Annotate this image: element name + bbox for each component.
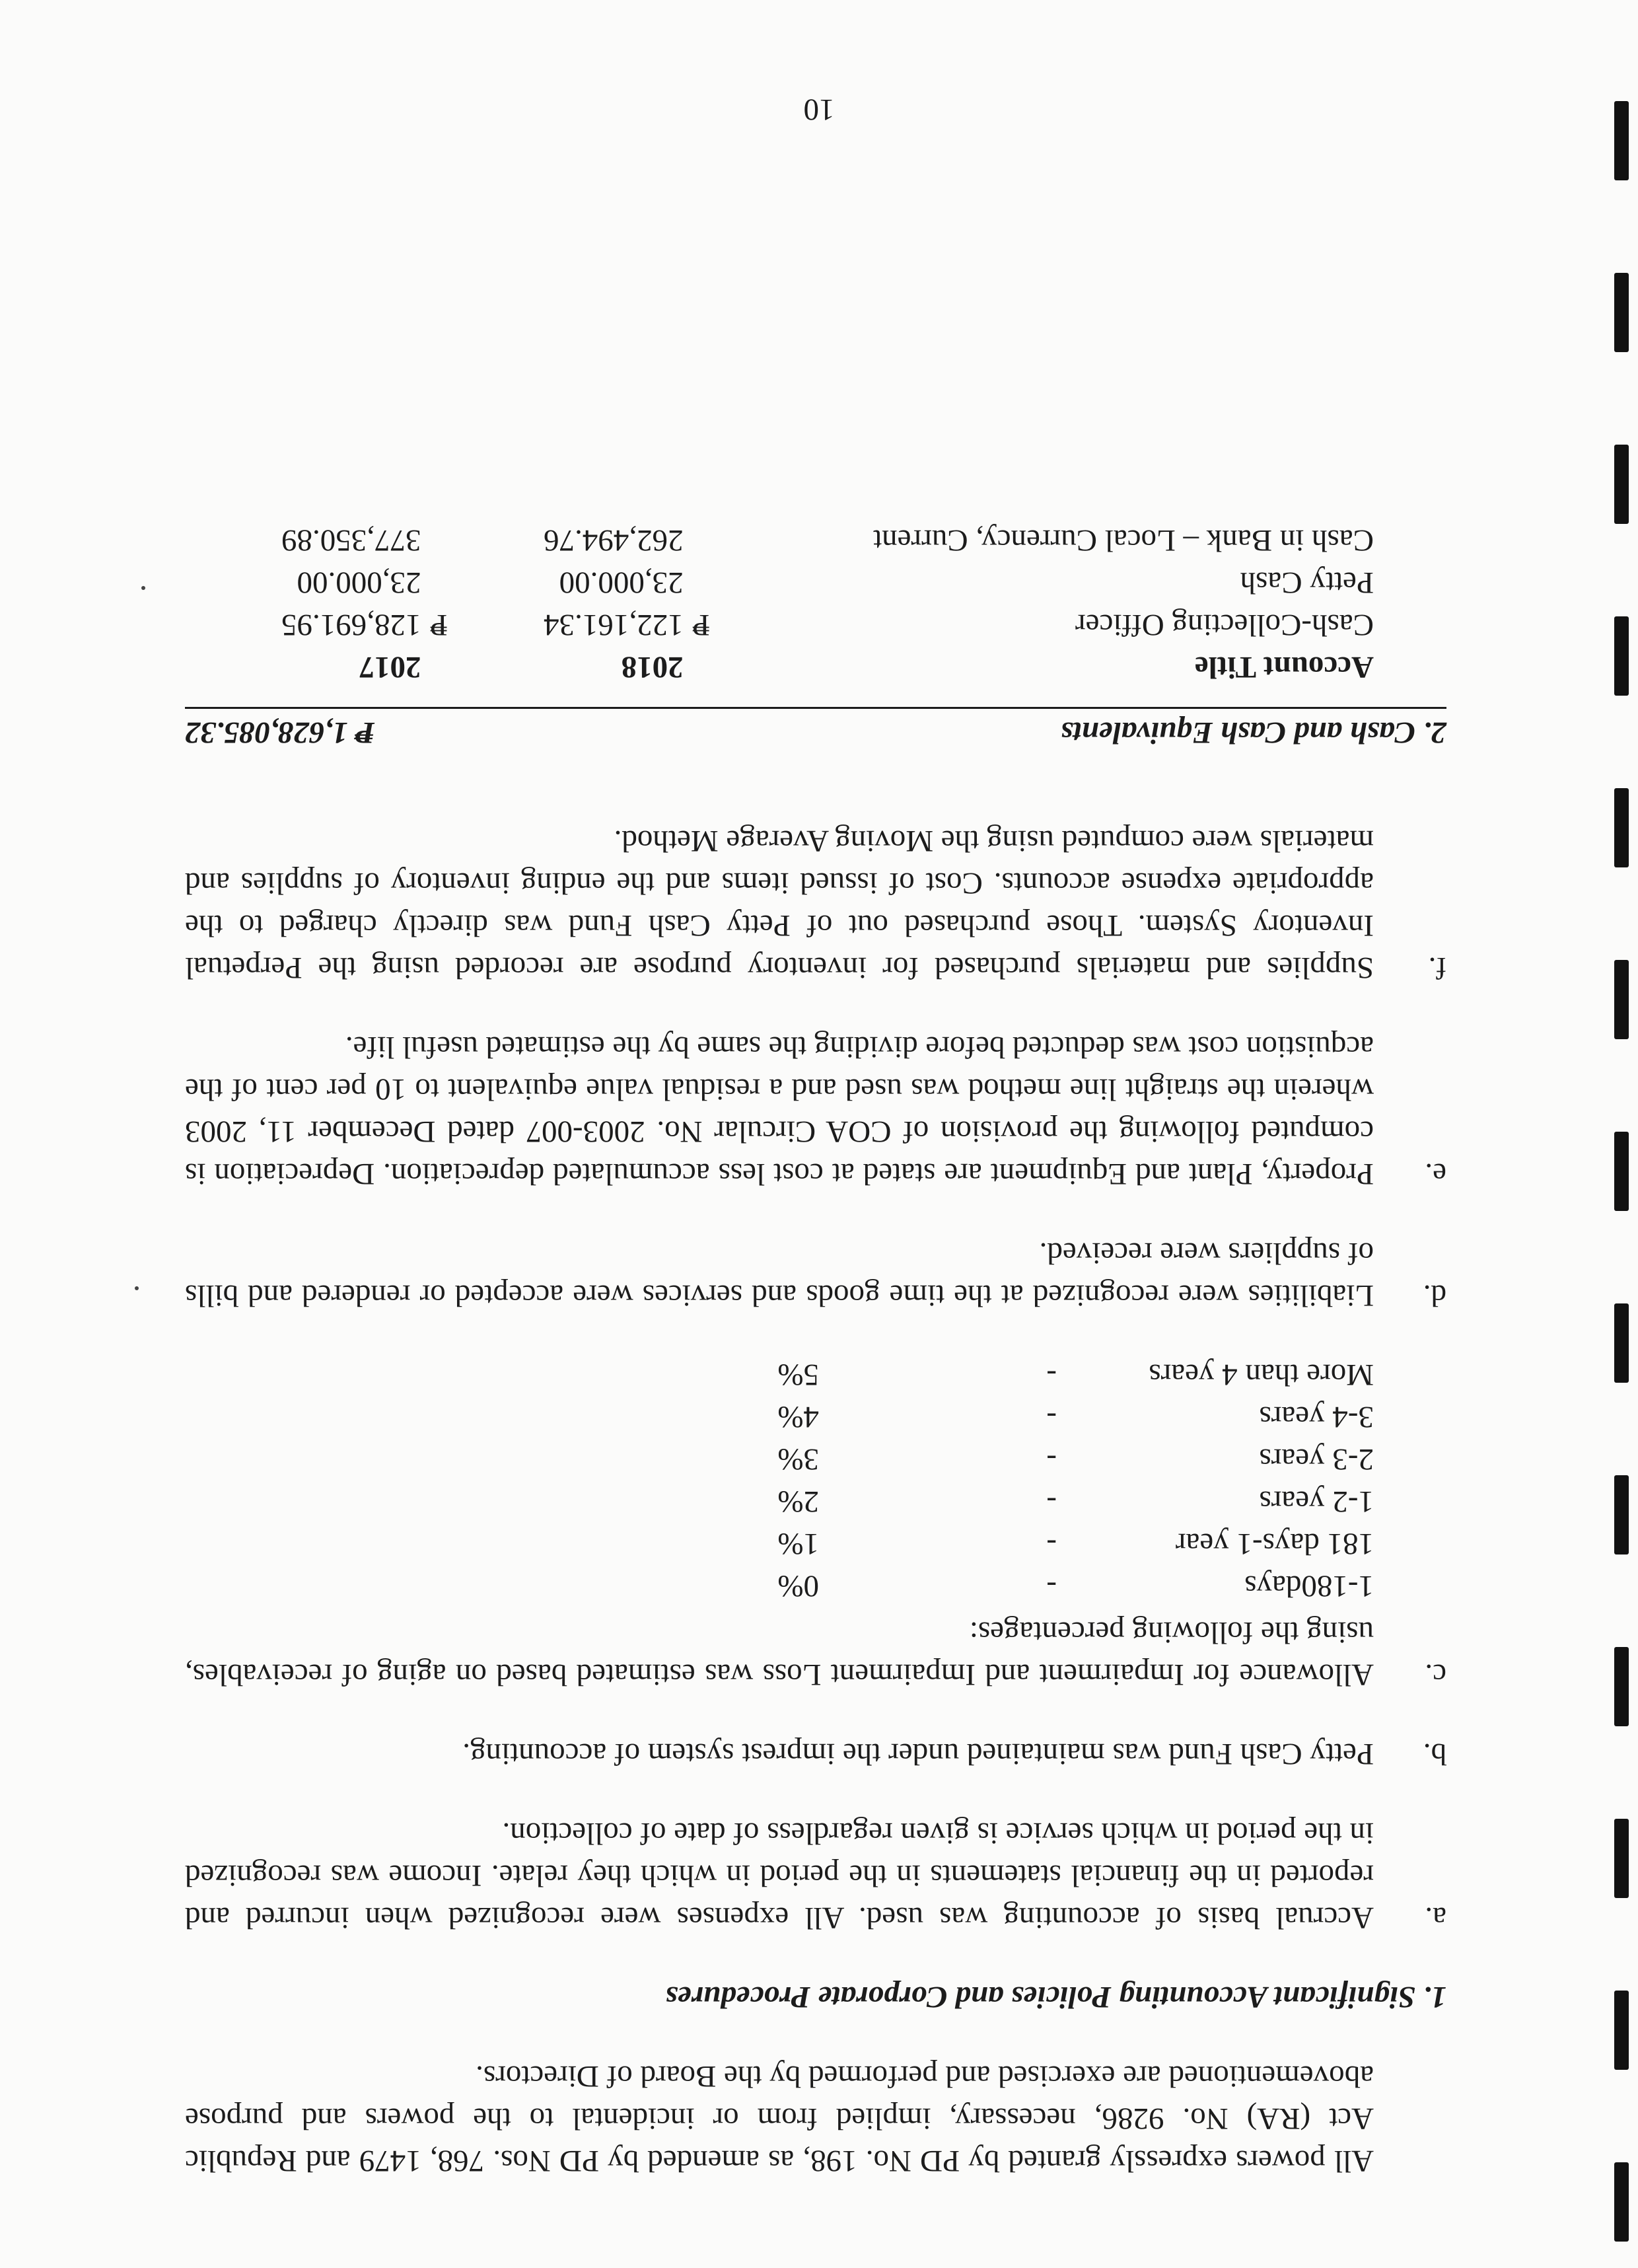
- item-marker: f.: [1428, 951, 1446, 985]
- table-row: [185, 519, 1446, 562]
- item-marker: d.: [1423, 1278, 1446, 1313]
- intro-paragraph: All powers expressly granted by PD No. 198, as amended by PD Nos. 768, 1479 and Republic Act (RA) No. 9286, necessary, implied from or incidental to the powers and purpose abovementioned are exercised and performed by the Board of Directors.: [185, 2059, 1374, 2178]
- cash-accounts-table: [185, 519, 1446, 688]
- table-row: [185, 562, 1446, 604]
- cash-heading-label: 2. Cash and Cash Equivalents: [1061, 715, 1446, 750]
- item-text: Accrual basis of accounting was used. All expenses were recognized when incurred and reported in the financial statements in the period in which they relate. Income was recognized in the period in which service is given regardless of date of collection.: [185, 1816, 1374, 1935]
- item-text: Petty Cash Fund was maintained under the imprest system of accounting.: [462, 1737, 1374, 1771]
- aging-row: [185, 1354, 1374, 1396]
- aging-row: [185, 1565, 1374, 1607]
- item-marker: e.: [1425, 1157, 1446, 1191]
- policy-item-d: [185, 1232, 1446, 1317]
- amount-2017: 128,691.95: [281, 608, 421, 642]
- amount-2018: 262,494.76: [544, 523, 684, 558]
- policy-item-f: [185, 820, 1446, 989]
- column-header-2018: 2018: [621, 650, 684, 684]
- aging-percent: 5%: [777, 1358, 819, 1392]
- aging-term: 3-4 years: [1259, 1400, 1374, 1434]
- peso-sign: [684, 519, 710, 562]
- cash-total: ₱ 1,628,085.32: [185, 715, 375, 750]
- aging-dash: -: [1046, 1527, 1057, 1561]
- aging-term: 2-3 years: [1259, 1442, 1374, 1477]
- amount-2018: 23,000.00: [559, 566, 684, 600]
- aging-row: [185, 1396, 1374, 1438]
- item-text: Supplies and materials purchased for inventory purpose are recorded using the Perpetual Inventory System. Those purchased out of Petty Cash Fund was directly charged to the appropriate expense accounts. Cost of issued items and the ending inventory of supplies and materials were computed using the Moving Average Method.: [185, 824, 1374, 985]
- aging-dash: -: [1046, 1400, 1057, 1434]
- amount-2018: 122,161.34: [544, 608, 684, 642]
- aging-dash: -: [1046, 1484, 1057, 1519]
- aging-row: [185, 1481, 1374, 1523]
- spiral-binding: [1612, 0, 1629, 2268]
- peso-sign: [421, 519, 447, 562]
- cash-section-heading: [185, 707, 1446, 754]
- account-title: Cash in Bank – Local Currency, Current: [873, 523, 1374, 558]
- item-text: Property, Plant and Equipment are stated at cost less accumulated depreciation. Depreciation is computed following the provision of COA Circular No. 2003-007 dated December 11, 2003 wherein the straight line method was used and a residual value equivalent to 10 per cent of the acquistion cost was deducted before dividing the same by the estimated useful life.: [185, 1030, 1374, 1191]
- item-text: Liabilities were recognized at the time goods and services were accepted or rendered and bills of suppliers were received.: [185, 1236, 1374, 1313]
- peso-sign: ₱: [692, 608, 710, 642]
- aging-percent: 4%: [777, 1400, 819, 1434]
- item-text: Allowance for Impairment and Impairment Loss was estimated based on aging of receivables, using the following percentages:: [185, 1615, 1374, 1692]
- document-body: [185, 519, 1446, 2182]
- scan-speck: [135, 1286, 139, 1290]
- item-marker: b.: [1423, 1737, 1446, 1771]
- aging-term: 1-2 years: [1259, 1484, 1374, 1519]
- aging-term: More than 4 years: [1149, 1358, 1374, 1392]
- policy-item-e: [185, 1026, 1446, 1195]
- account-title: Petty Cash: [1240, 566, 1374, 600]
- aging-table: [185, 1354, 1374, 1607]
- item-marker: c.: [1425, 1658, 1446, 1692]
- item-marker: a.: [1425, 1901, 1446, 1935]
- aging-percent: 1%: [777, 1527, 819, 1561]
- aging-dash: -: [1046, 1442, 1057, 1477]
- peso-sign: [421, 562, 447, 604]
- page-number: 10: [803, 92, 835, 127]
- aging-term: 1-180days: [1244, 1569, 1374, 1603]
- column-header-account-title: Account Title: [1194, 650, 1374, 684]
- scan-speck: [141, 586, 145, 590]
- aging-row: [185, 1523, 1374, 1565]
- column-header-2017: 2017: [359, 650, 421, 684]
- peso-sign: [684, 562, 710, 604]
- aging-row: [185, 1438, 1374, 1481]
- table-header-row: [185, 646, 1446, 688]
- aging-percent: 0%: [777, 1569, 819, 1603]
- table-row: [185, 604, 1446, 646]
- aging-percent: 2%: [777, 1484, 819, 1519]
- peso-sign: ₱: [430, 608, 448, 642]
- aging-percent: 3%: [777, 1442, 819, 1477]
- amount-2017: 377,350.89: [281, 523, 421, 558]
- amount-2017: 23,000.00: [297, 566, 421, 600]
- policy-item-b: [185, 1733, 1446, 1775]
- aging-dash: -: [1046, 1358, 1057, 1392]
- aging-dash: -: [1046, 1569, 1057, 1603]
- policy-item-c: [185, 1354, 1446, 1696]
- account-title: Cash-Collecting Officer: [1075, 608, 1374, 642]
- section-heading-accounting-policies: 1. Significant Accounting Policies and Corporate Procedures: [665, 1980, 1446, 2014]
- policy-item-a: [185, 1812, 1446, 1939]
- aging-term: 181 days-1 year: [1175, 1527, 1374, 1561]
